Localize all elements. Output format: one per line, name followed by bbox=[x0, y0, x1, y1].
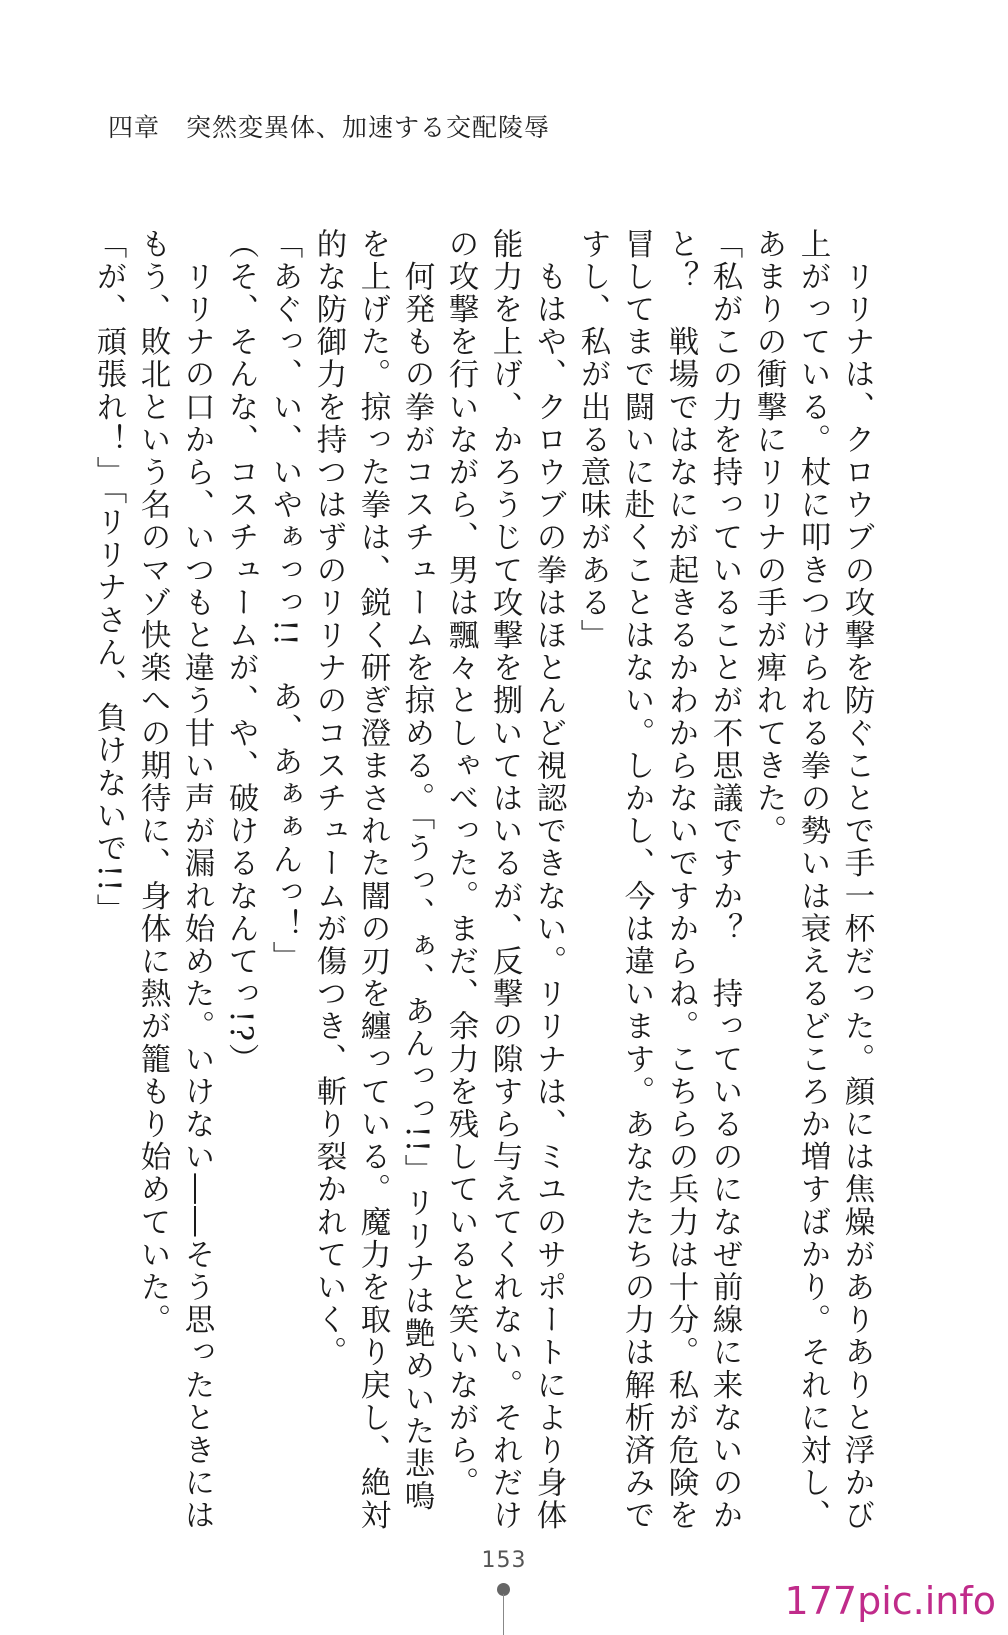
text-line: もう、敗北という名のマゾ快楽への期待に、身体に熱が籠もり始めていた。 bbox=[135, 228, 170, 1337]
text-line: を上げた。掠った拳は、鋭く研ぎ澄まされた闇の刃を纏っている。魔力を取り戻し、絶対 bbox=[355, 228, 390, 1532]
running-head: 四章 突然変異体、加速する交配陵辱 bbox=[108, 113, 551, 142]
body-text bbox=[91, 228, 878, 1532]
page-marker-line bbox=[503, 1594, 504, 1635]
text-line: あまりの衝撃にリリナの手が痺れてきた。 bbox=[751, 228, 786, 848]
text-line: と？ 戦場ではなにが起きるかわからないですからね。こちらの兵力は十分。私が危険を bbox=[663, 228, 698, 1532]
text-line: もはや、クロウブの拳はほとんど視認できない。リリナは、ミユのサポートにより身体 bbox=[531, 228, 566, 1532]
text-line: すし、私が出る意味がある」 bbox=[575, 228, 610, 652]
text-line: 「あぐっ、い、いやぁっっ!! あ、あぁぁんっ！」 bbox=[267, 228, 302, 974]
text-line: の攻撃を行いながら、男は飄々としゃべった。まだ、余力を残していると笑いながら。 bbox=[443, 228, 478, 1500]
text-line: 「私がこの力を持っていることが不思議ですか？ 持っているのになぜ前線に来ないのか bbox=[707, 228, 742, 1532]
text-line: （そ、そんな、コスチュームが、や、破けるなんてっ!?） bbox=[223, 228, 258, 1076]
text-line: リリナは、クロウブの攻撃を防ぐことで手一杯だった。顔には焦燥がありありと浮かび bbox=[839, 228, 874, 1532]
page-number: 153 bbox=[481, 1548, 527, 1573]
text-line: 冒してまで闘いに赴くことはない。しかし、今は違います。あなたたちの力は解析済みで bbox=[619, 228, 654, 1532]
text-line: 能力を上げ、かろうじて攻撃を捌いてはいるが、反撃の隙すら与えてくれない。それだけ bbox=[487, 228, 522, 1532]
text-line: 何発もの拳がコスチュームを掠める。「うっ、ぁ、あんっっ!!」リリナは艶めいた悲鳴 bbox=[399, 228, 434, 1513]
text-line: 上がっている。杖に叩きつけられる拳の勢いは衰えるどころか増すばかり。それに対し、 bbox=[795, 228, 830, 1532]
text-line: 「が、頑張れ！」「リリナさん、負けないで!!」 bbox=[91, 228, 126, 927]
text-line: リリナの口から、いつもと違う甘い声が漏れ始めた。いけない――そう思ったときには bbox=[179, 228, 214, 1532]
text-line: 的な防御力を持つはずのリリナのコスチュームが傷つき、斬り裂かれていく。 bbox=[311, 228, 346, 1369]
watermark: 177pic.info bbox=[784, 1579, 996, 1623]
